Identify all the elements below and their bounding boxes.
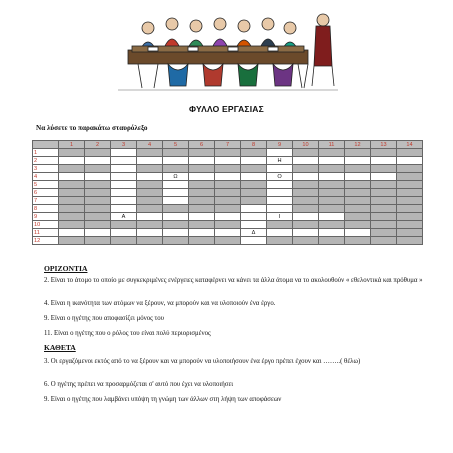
answer-cell[interactable] bbox=[215, 213, 241, 221]
down-clue: 9. Είναι ο ηγέτης που λαμβάνει υπόψη τη γνώμη των άλλων στη λήψη των αποφάσεων bbox=[44, 396, 282, 403]
answer-cell[interactable] bbox=[163, 229, 189, 237]
blocked-cell bbox=[85, 149, 111, 157]
answer-cell[interactable] bbox=[319, 213, 345, 221]
blocked-cell bbox=[345, 205, 371, 213]
blocked-cell bbox=[345, 165, 371, 173]
answer-cell[interactable] bbox=[241, 237, 267, 245]
answer-cell[interactable] bbox=[189, 173, 215, 181]
blocked-cell bbox=[189, 189, 215, 197]
blocked-cell bbox=[293, 237, 319, 245]
answer-cell[interactable] bbox=[163, 213, 189, 221]
answer-cell[interactable] bbox=[267, 165, 293, 173]
blocked-cell bbox=[163, 221, 189, 229]
blocked-cell bbox=[319, 197, 345, 205]
blocked-cell bbox=[85, 213, 111, 221]
column-number: 2 bbox=[85, 141, 111, 149]
blocked-cell bbox=[371, 149, 397, 157]
blocked-cell bbox=[111, 221, 137, 229]
answer-cell[interactable] bbox=[59, 157, 85, 165]
answer-cell[interactable] bbox=[59, 173, 85, 181]
blocked-cell bbox=[397, 221, 423, 229]
down-clue: 3. Οι εργαζόμενοι εκτός από το να ξέρουν και να μπορούν να υλοποιήσουν ένα έργο πρέπει έχουν και ……..( θέλω) bbox=[44, 358, 361, 365]
blocked-cell bbox=[371, 229, 397, 237]
blocked-cell bbox=[59, 205, 85, 213]
grid-row bbox=[33, 229, 423, 237]
answer-cell[interactable] bbox=[267, 205, 293, 213]
blocked-cell bbox=[397, 173, 423, 181]
blocked-cell bbox=[293, 197, 319, 205]
blocked-cell bbox=[189, 197, 215, 205]
blocked-cell bbox=[215, 205, 241, 213]
blocked-cell bbox=[293, 165, 319, 173]
blocked-cell bbox=[137, 181, 163, 189]
answer-cell[interactable] bbox=[345, 157, 371, 165]
answer-cell[interactable] bbox=[137, 157, 163, 165]
blocked-cell bbox=[241, 189, 267, 197]
answer-cell[interactable] bbox=[189, 157, 215, 165]
blocked-cell bbox=[345, 197, 371, 205]
blocked-cell bbox=[137, 221, 163, 229]
blocked-cell bbox=[189, 181, 215, 189]
across-clue: 2. Είναι το άτομο το οποίο με συγκεκριμένες ενέργειες καταφέρνει να κάνει τα άλλα άτομα να το ακολουθούν « εθελοντικά και πρόθυμα » bbox=[44, 277, 423, 284]
answer-cell[interactable] bbox=[293, 157, 319, 165]
answer-cell[interactable] bbox=[59, 229, 85, 237]
answer-cell[interactable] bbox=[111, 149, 137, 157]
blocked-cell bbox=[397, 165, 423, 173]
row-number: 8 bbox=[33, 205, 59, 213]
answer-cell[interactable] bbox=[319, 229, 345, 237]
answer-cell[interactable] bbox=[345, 229, 371, 237]
across-clue: 4. Είναι η ικανότητα των ατόμων να ξέρουν, να μπορούν και να υλοποιούν ένα έργο. bbox=[44, 300, 276, 307]
answer-cell[interactable] bbox=[215, 157, 241, 165]
meeting-illustration bbox=[108, 6, 346, 94]
blocked-cell bbox=[59, 181, 85, 189]
blocked-cell bbox=[137, 237, 163, 245]
blocked-cell bbox=[85, 181, 111, 189]
blocked-cell bbox=[241, 197, 267, 205]
blocked-cell bbox=[345, 213, 371, 221]
page-title: ΦΥΛΛΟ ΕΡΓΑΣΙΑΣ bbox=[189, 104, 264, 114]
answer-cell[interactable] bbox=[241, 221, 267, 229]
answer-cell[interactable] bbox=[371, 173, 397, 181]
blocked-cell bbox=[137, 165, 163, 173]
row-number: 9 bbox=[33, 213, 59, 221]
answer-cell[interactable] bbox=[111, 173, 137, 181]
blocked-cell bbox=[397, 237, 423, 245]
column-number: 12 bbox=[345, 141, 371, 149]
answer-cell[interactable] bbox=[267, 229, 293, 237]
blocked-cell bbox=[189, 205, 215, 213]
answer-cell[interactable] bbox=[293, 229, 319, 237]
answer-cell[interactable] bbox=[241, 173, 267, 181]
answer-cell[interactable] bbox=[111, 197, 137, 205]
blocked-cell bbox=[293, 189, 319, 197]
grid-row bbox=[33, 173, 423, 181]
row-number: 11 bbox=[33, 229, 59, 237]
blocked-cell bbox=[59, 165, 85, 173]
answer-cell[interactable] bbox=[111, 189, 137, 197]
column-number: 1 bbox=[59, 141, 85, 149]
blocked-cell bbox=[345, 181, 371, 189]
blocked-cell bbox=[397, 189, 423, 197]
answer-cell[interactable] bbox=[111, 165, 137, 173]
blocked-cell bbox=[189, 221, 215, 229]
blocked-cell bbox=[59, 149, 85, 157]
row-number: 7 bbox=[33, 197, 59, 205]
grid-row bbox=[33, 237, 423, 245]
across-clue: 11. Είναι ο ηγέτης που ο ρόλος του είναι πολύ περιορισμένος bbox=[44, 330, 211, 337]
blocked-cell bbox=[85, 237, 111, 245]
blocked-cell bbox=[215, 197, 241, 205]
answer-cell[interactable] bbox=[241, 205, 267, 213]
answer-cell[interactable] bbox=[189, 229, 215, 237]
blocked-cell bbox=[397, 205, 423, 213]
blocked-cell bbox=[85, 189, 111, 197]
blocked-cell bbox=[163, 205, 189, 213]
blocked-cell bbox=[319, 165, 345, 173]
blocked-cell bbox=[345, 149, 371, 157]
answer-cell[interactable] bbox=[241, 157, 267, 165]
answer-cell[interactable]: Ι bbox=[267, 213, 293, 221]
blocked-cell bbox=[85, 221, 111, 229]
blocked-cell bbox=[241, 181, 267, 189]
answer-cell[interactable]: Δ bbox=[241, 229, 267, 237]
blocked-cell bbox=[319, 189, 345, 197]
blocked-cell bbox=[371, 221, 397, 229]
blocked-cell bbox=[319, 221, 345, 229]
blocked-cell bbox=[85, 205, 111, 213]
blocked-cell bbox=[85, 197, 111, 205]
answer-cell[interactable] bbox=[163, 189, 189, 197]
blocked-cell bbox=[371, 213, 397, 221]
blocked-cell bbox=[189, 237, 215, 245]
answer-cell[interactable] bbox=[85, 229, 111, 237]
answer-cell[interactable]: Α bbox=[111, 213, 137, 221]
blocked-cell bbox=[397, 213, 423, 221]
blocked-cell bbox=[111, 237, 137, 245]
blocked-cell bbox=[397, 181, 423, 189]
blocked-cell bbox=[397, 149, 423, 157]
blocked-cell bbox=[371, 197, 397, 205]
answer-cell[interactable] bbox=[111, 229, 137, 237]
blocked-cell bbox=[215, 189, 241, 197]
blocked-cell bbox=[137, 205, 163, 213]
blocked-cell bbox=[371, 237, 397, 245]
blocked-cell bbox=[397, 229, 423, 237]
row-number: 2 bbox=[33, 157, 59, 165]
blocked-cell bbox=[241, 149, 267, 157]
across-heading: ΟΡΙΖΟΝΤΙΑ bbox=[44, 264, 88, 273]
row-number: 10 bbox=[33, 221, 59, 229]
column-number: 8 bbox=[241, 141, 267, 149]
answer-cell[interactable]: Ο bbox=[267, 173, 293, 181]
blocked-cell bbox=[163, 165, 189, 173]
column-number: 14 bbox=[397, 141, 423, 149]
blocked-cell bbox=[345, 189, 371, 197]
answer-cell[interactable] bbox=[371, 157, 397, 165]
answer-cell[interactable] bbox=[267, 181, 293, 189]
answer-cell[interactable] bbox=[319, 173, 345, 181]
column-number: 6 bbox=[189, 141, 215, 149]
blocked-cell bbox=[319, 181, 345, 189]
blocked-cell bbox=[319, 237, 345, 245]
answer-cell[interactable] bbox=[293, 173, 319, 181]
answer-cell[interactable] bbox=[267, 149, 293, 157]
column-number: 3 bbox=[111, 141, 137, 149]
row-number: 4 bbox=[33, 173, 59, 181]
blocked-cell bbox=[319, 205, 345, 213]
answer-cell[interactable] bbox=[111, 205, 137, 213]
answer-cell[interactable] bbox=[85, 157, 111, 165]
answer-cell[interactable] bbox=[163, 157, 189, 165]
answer-cell[interactable] bbox=[85, 173, 111, 181]
down-heading: ΚΑΘΕΤΑ bbox=[44, 343, 76, 352]
blocked-cell bbox=[397, 197, 423, 205]
blocked-cell bbox=[267, 221, 293, 229]
answer-cell[interactable] bbox=[163, 181, 189, 189]
blocked-cell bbox=[189, 149, 215, 157]
column-number: 5 bbox=[163, 141, 189, 149]
row-number: 12 bbox=[33, 237, 59, 245]
row-number: 6 bbox=[33, 189, 59, 197]
blocked-cell bbox=[293, 149, 319, 157]
blocked-cell bbox=[163, 149, 189, 157]
column-number: 7 bbox=[215, 141, 241, 149]
blocked-cell bbox=[293, 221, 319, 229]
blocked-cell bbox=[267, 237, 293, 245]
blocked-cell bbox=[215, 165, 241, 173]
blocked-cell bbox=[345, 237, 371, 245]
column-number: 4 bbox=[137, 141, 163, 149]
answer-cell[interactable] bbox=[267, 197, 293, 205]
blocked-cell bbox=[215, 237, 241, 245]
blocked-cell bbox=[371, 181, 397, 189]
answer-cell[interactable] bbox=[189, 213, 215, 221]
blocked-cell bbox=[137, 149, 163, 157]
grid-row bbox=[33, 149, 423, 157]
answer-cell[interactable]: Η bbox=[267, 157, 293, 165]
across-clue: 9. Είναι ο ηγέτης που αποφασίζει μόνος του bbox=[44, 315, 164, 322]
crossword-grid bbox=[32, 140, 423, 245]
answer-cell[interactable] bbox=[293, 213, 319, 221]
blocked-cell bbox=[345, 221, 371, 229]
blocked-cell bbox=[293, 181, 319, 189]
answer-cell[interactable] bbox=[397, 157, 423, 165]
grid-row bbox=[33, 213, 423, 221]
column-number: 11 bbox=[319, 141, 345, 149]
answer-cell[interactable] bbox=[163, 197, 189, 205]
blocked-cell bbox=[215, 181, 241, 189]
blocked-cell bbox=[293, 205, 319, 213]
grid-row bbox=[33, 165, 423, 173]
blocked-cell bbox=[59, 221, 85, 229]
answer-cell[interactable] bbox=[215, 173, 241, 181]
grid-row bbox=[33, 205, 423, 213]
blocked-cell bbox=[137, 197, 163, 205]
column-number: 10 bbox=[293, 141, 319, 149]
column-number: 9 bbox=[267, 141, 293, 149]
grid-row bbox=[33, 157, 423, 165]
blocked-cell bbox=[59, 213, 85, 221]
blocked-cell bbox=[163, 237, 189, 245]
answer-cell[interactable] bbox=[319, 157, 345, 165]
answer-cell[interactable] bbox=[267, 189, 293, 197]
blocked-cell bbox=[371, 205, 397, 213]
answer-cell[interactable] bbox=[137, 229, 163, 237]
blocked-cell bbox=[319, 149, 345, 157]
blocked-cell bbox=[371, 165, 397, 173]
grid-row bbox=[33, 189, 423, 197]
row-number: 3 bbox=[33, 165, 59, 173]
blocked-cell bbox=[85, 165, 111, 173]
blocked-cell bbox=[59, 189, 85, 197]
row-number: 5 bbox=[33, 181, 59, 189]
blocked-cell bbox=[371, 189, 397, 197]
blocked-cell bbox=[215, 221, 241, 229]
instruction-text: Να λύσετε το παρακάτω σταυρόλεξο bbox=[36, 124, 148, 132]
blocked-cell bbox=[59, 197, 85, 205]
answer-cell[interactable] bbox=[137, 173, 163, 181]
blocked-cell bbox=[215, 149, 241, 157]
grid-row bbox=[33, 197, 423, 205]
answer-cell[interactable] bbox=[241, 213, 267, 221]
blocked-cell bbox=[241, 165, 267, 173]
answer-cell[interactable] bbox=[345, 173, 371, 181]
grid-row bbox=[33, 181, 423, 189]
answer-cell[interactable] bbox=[137, 213, 163, 221]
answer-cell[interactable] bbox=[215, 229, 241, 237]
answer-cell[interactable] bbox=[111, 181, 137, 189]
answer-cell[interactable] bbox=[111, 157, 137, 165]
blocked-cell bbox=[59, 237, 85, 245]
column-number: 13 bbox=[371, 141, 397, 149]
row-number: 1 bbox=[33, 149, 59, 157]
down-clue: 6. Ο ηγέτης πρέπει να προσαρμόζεται σ' αυτό που έχει να υλοποιήσει bbox=[44, 381, 234, 388]
blocked-cell bbox=[137, 189, 163, 197]
grid-row bbox=[33, 221, 423, 229]
blocked-cell bbox=[189, 165, 215, 173]
answer-cell[interactable]: Ω bbox=[163, 173, 189, 181]
grid-corner bbox=[33, 141, 59, 149]
